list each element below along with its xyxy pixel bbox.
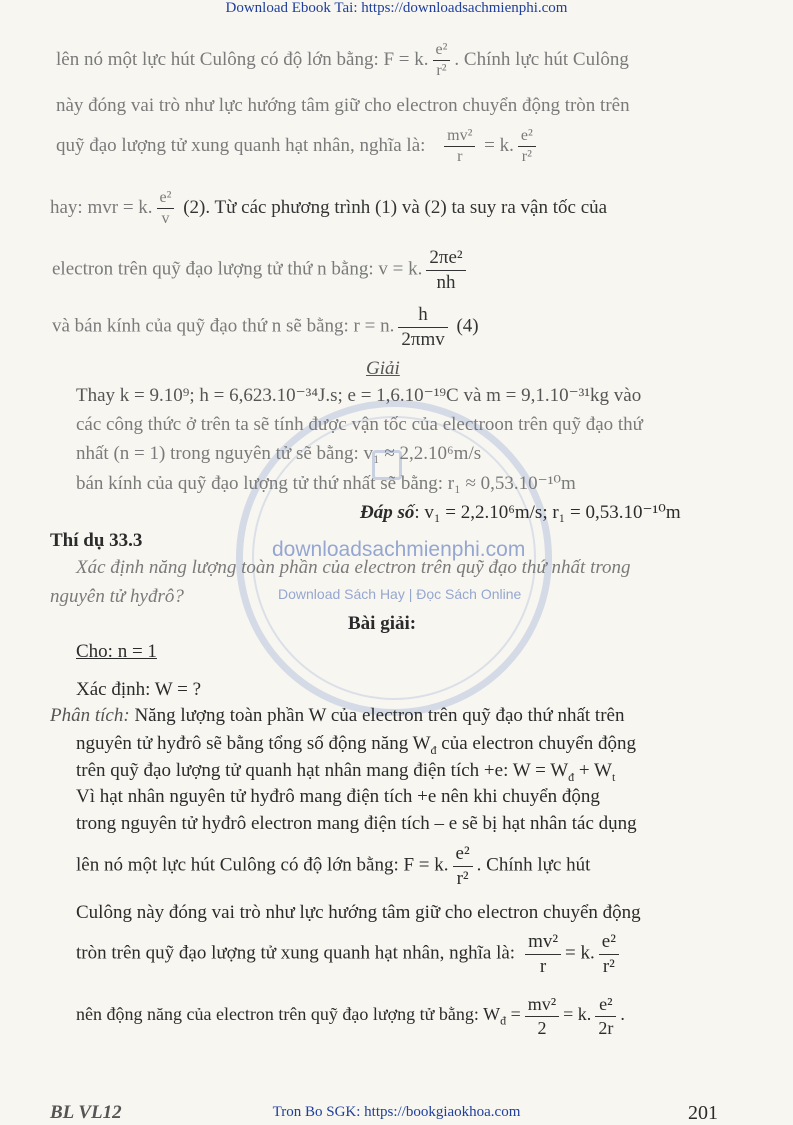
find-line: Xác định: W = ? bbox=[76, 679, 202, 700]
top-line-2: này đóng vai trò như lực hướng tâm giữ cho electron chuyển động tròn trên bbox=[56, 95, 630, 116]
analysis-line-8 bbox=[76, 930, 623, 979]
text: electron trên quỹ đạo lượng tử thứ n bằng: v = k. bbox=[52, 258, 423, 280]
text: Năng lượng toàn phần W của electron trên quỹ đạo thứ nhất trên bbox=[134, 705, 625, 726]
fraction: $\frac{h}{\text{2πmv}}$ bbox=[398, 303, 447, 352]
analysis-line-9 bbox=[76, 993, 625, 1039]
analysis-line-3 bbox=[76, 760, 615, 785]
text: (2). Từ các phương trình (1) và (2) ta suy ra vận tốc của bbox=[183, 196, 608, 218]
top-line-4 bbox=[50, 188, 607, 229]
watermark-site: downloadsachmienphi.com bbox=[272, 538, 526, 561]
text: = k. bbox=[565, 942, 595, 964]
download-link-footer[interactable]: Tron Bo SGK: https://bookgiaokhoa.com bbox=[272, 1104, 521, 1120]
subscript: t bbox=[611, 769, 616, 784]
example-title: Thí dụ 33.3 bbox=[50, 530, 143, 551]
text: . bbox=[620, 1004, 625, 1025]
text: hay: mvr = k. bbox=[50, 196, 153, 218]
answer-value: : v₁ = 2,2.10⁶m/s; r₁ = 0,53.10⁻¹⁰m bbox=[414, 502, 681, 523]
question-line-2: nguyên tử hyđrô? bbox=[50, 586, 184, 607]
text: + W bbox=[574, 760, 612, 781]
giai-heading: Giải bbox=[366, 358, 400, 379]
analysis-line-7: Culông này đóng vai trò như lực hướng tâm giữ cho electron chuyển động bbox=[76, 902, 641, 923]
subscript: đ bbox=[568, 769, 575, 784]
bai-giai-heading: Bài giải: bbox=[348, 613, 417, 634]
text: tròn trên quỹ đạo lượng tử xung quanh hạt nhân, nghĩa là: bbox=[76, 942, 516, 964]
fraction: $\frac{\text{2πe²}}{nh}$ bbox=[426, 246, 465, 295]
text: quỹ đạo lượng tử xung quanh hạt nhân, nghĩa là: bbox=[56, 134, 426, 156]
fraction: $\frac{\text{mv²}}{r}$ bbox=[444, 126, 475, 167]
giai-line-2: các công thức ở trên ta sẽ tính được vận tốc của electroon trên quỹ đạo thứ bbox=[76, 414, 643, 435]
text: trên quỹ đạo lượng tử quanh hạt nhân mang điện tích +e: W = W bbox=[76, 760, 569, 781]
subscript: đ bbox=[500, 1013, 507, 1028]
analysis-line-1 bbox=[50, 705, 624, 727]
fraction: $\frac{\text{mv²}}{r}$ bbox=[525, 930, 561, 979]
giai-line-3: nhất (n = 1) trong nguyên tử sẽ bằng: v₁ ≈ 2,2.10⁶m/s bbox=[76, 443, 482, 464]
download-link-header[interactable]: Download Ebook Tai: https://downloadsachmienphi.com bbox=[225, 0, 568, 16]
analysis-line-5: trong nguyên tử hyđrô electron mang điện tích – e sẽ bị hạt nhân tác dụng bbox=[76, 813, 637, 834]
fraction: $\frac{\text{e²}}{\text{r²}}$ bbox=[453, 842, 473, 891]
answer-line bbox=[360, 501, 681, 524]
text: (4) bbox=[456, 315, 479, 337]
answer-label: Đáp số bbox=[360, 502, 415, 523]
page-number: 201 bbox=[688, 1102, 718, 1124]
text: . Chính lực hút bbox=[476, 854, 591, 876]
question-line-1: Xác định năng lượng toàn phần của electron trên quỹ đạo thứ nhất trong bbox=[76, 557, 631, 578]
text: = k. bbox=[484, 134, 514, 156]
analysis-line-6 bbox=[76, 842, 590, 891]
subscript: đ bbox=[430, 742, 437, 757]
text: . Chính lực hút Culông bbox=[454, 48, 629, 70]
top-line-3 bbox=[56, 126, 540, 167]
text: nên động năng của electron trên quỹ đạo lượng tử bằng: W bbox=[76, 1004, 501, 1025]
text: = k. bbox=[563, 1004, 592, 1025]
fraction: $\frac{\text{e²}}{\text{r²}}$ bbox=[433, 40, 451, 81]
text: lên nó một lực hút Culông có độ lớn bằng: F = k. bbox=[76, 854, 449, 876]
text: và bán kính của quỹ đạo thứ n sẽ bằng: r = n. bbox=[52, 315, 395, 337]
top-line-6 bbox=[52, 303, 479, 352]
analysis-line-2 bbox=[76, 733, 636, 758]
watermark-tagline: Download Sách Hay | Đọc Sách Online bbox=[278, 586, 522, 602]
fraction: $\frac{\text{e²}}{\text{r²}}$ bbox=[518, 126, 536, 167]
giai-line-4: bán kính của quỹ đạo lượng tử thứ nhất sẽ bằng: r₁ ≈ 0,53.10⁻¹⁰m bbox=[76, 473, 576, 494]
analysis-line-4: Vì hạt nhân nguyên tử hyđrô mang điện tích +e nên khi chuyển động bbox=[76, 786, 600, 807]
analysis-label: Phân tích: bbox=[50, 705, 130, 726]
fraction: $\frac{\text{mv²}}{2}$ bbox=[525, 993, 559, 1039]
fraction: $\frac{\text{e²}}{v}$ bbox=[157, 188, 175, 229]
fraction: $\frac{\text{e²}}{\text{r²}}$ bbox=[599, 930, 619, 979]
giai-line-1: Thay k = 9.10⁹; h = 6,623.10⁻³⁴J.s; e = 1,6.10⁻¹⁹C và m = 9,1.10⁻³¹kg vào bbox=[76, 385, 642, 406]
footer-book-code: BL VL12 bbox=[50, 1102, 122, 1123]
fraction: $\frac{\text{e²}}{2r}$ bbox=[595, 993, 616, 1039]
text: = bbox=[506, 1004, 521, 1025]
top-line-1 bbox=[56, 40, 629, 81]
text: lên nó một lực hút Culông có độ lớn bằng: F = k. bbox=[56, 48, 429, 70]
top-line-5 bbox=[52, 246, 470, 295]
text: của electron chuyển động bbox=[436, 733, 636, 754]
given-line: Cho: n = 1 bbox=[76, 641, 157, 662]
text: nguyên tử hyđrô sẽ bằng tổng số động năng W bbox=[76, 733, 431, 754]
